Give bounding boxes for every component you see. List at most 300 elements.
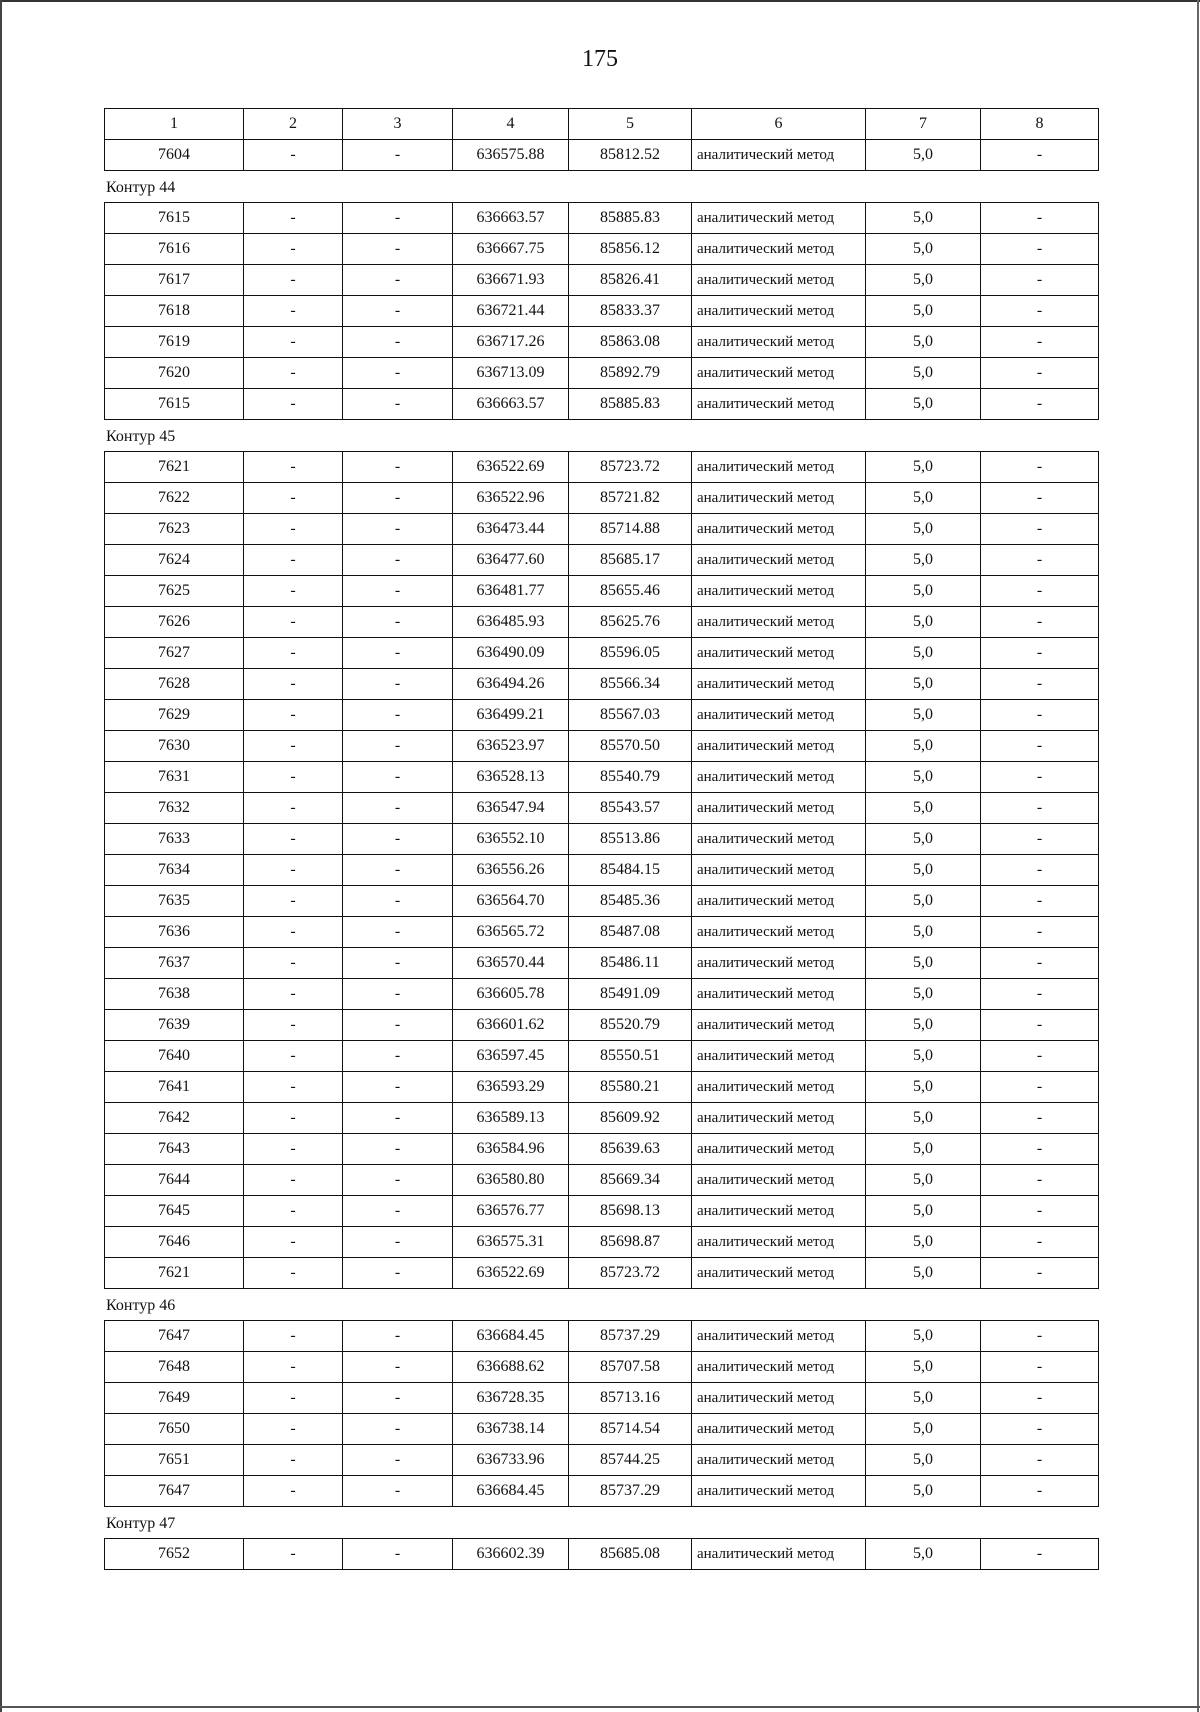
col-1-cell: 7615 xyxy=(105,389,244,420)
col-1-cell: 7617 xyxy=(105,265,244,296)
col-7-cell: 5,0 xyxy=(866,1321,981,1352)
contour-table xyxy=(104,1538,1099,1570)
col-4-cell: 636523.97 xyxy=(453,731,569,762)
col-1-cell: 7626 xyxy=(105,607,244,638)
col-6-cell: аналитический метод xyxy=(692,1445,866,1476)
col-4-cell: 636575.88 xyxy=(453,140,569,171)
col-2-cell: - xyxy=(244,452,343,483)
page-frame-bottom xyxy=(0,1706,1200,1708)
col-5-cell: 85570.50 xyxy=(569,731,692,762)
col-3-cell: - xyxy=(343,607,453,638)
col-1-cell: 7647 xyxy=(105,1476,244,1507)
col-6-cell: аналитический метод xyxy=(692,700,866,731)
col-5-cell: 85685.08 xyxy=(569,1539,692,1570)
col-3-cell: - xyxy=(343,358,453,389)
col-1-cell: 7616 xyxy=(105,234,244,265)
col-2-cell: - xyxy=(244,824,343,855)
col-2-cell: - xyxy=(244,979,343,1010)
col-2-cell: - xyxy=(244,1134,343,1165)
col-7-cell: 5,0 xyxy=(866,452,981,483)
col-2-cell: - xyxy=(244,296,343,327)
col-4-cell: 636494.26 xyxy=(453,669,569,700)
col-4-cell: 636485.93 xyxy=(453,607,569,638)
col-8-cell: - xyxy=(981,1414,1099,1445)
col-5-cell: 85486.11 xyxy=(569,948,692,979)
col-4-cell: 636570.44 xyxy=(453,948,569,979)
col-4-cell: 636565.72 xyxy=(453,917,569,948)
col-8-cell: - xyxy=(981,793,1099,824)
col-8-cell: - xyxy=(981,669,1099,700)
col-3-cell: - xyxy=(343,327,453,358)
col-5-cell: 85737.29 xyxy=(569,1476,692,1507)
col-5-cell: 85714.88 xyxy=(569,514,692,545)
col-5-cell: 85826.41 xyxy=(569,265,692,296)
col-3-cell: - xyxy=(343,731,453,762)
table-row xyxy=(105,1445,1099,1476)
col-8-cell: - xyxy=(981,234,1099,265)
col-1-cell: 7625 xyxy=(105,576,244,607)
col-3-cell: - xyxy=(343,483,453,514)
col-2-cell: - xyxy=(244,483,343,514)
col-6-cell: аналитический метод xyxy=(692,1134,866,1165)
col-4-cell: 636473.44 xyxy=(453,514,569,545)
table-row xyxy=(105,1134,1099,1165)
col-7-cell: 5,0 xyxy=(866,1072,981,1103)
col-1-cell: 7644 xyxy=(105,1165,244,1196)
col-5-cell: 85698.87 xyxy=(569,1227,692,1258)
col-1-cell: 7633 xyxy=(105,824,244,855)
col-3-cell: - xyxy=(343,886,453,917)
col-2-cell: - xyxy=(244,948,343,979)
table-row xyxy=(105,203,1099,234)
col-8-cell: - xyxy=(981,1476,1099,1507)
col-7-cell: 5,0 xyxy=(866,1445,981,1476)
col-3-cell: - xyxy=(343,1072,453,1103)
col-7-cell: 5,0 xyxy=(866,979,981,1010)
col-2-cell: - xyxy=(244,1383,343,1414)
col-3-cell: - xyxy=(343,576,453,607)
table-row xyxy=(105,234,1099,265)
table-row xyxy=(105,731,1099,762)
col-4-cell: 636490.09 xyxy=(453,638,569,669)
col-3-cell: - xyxy=(343,296,453,327)
col-8-cell: - xyxy=(981,1196,1099,1227)
col-1-cell: 7604 xyxy=(105,140,244,171)
table-row xyxy=(105,514,1099,545)
col-5-cell: 85543.57 xyxy=(569,793,692,824)
col-5-cell: 85892.79 xyxy=(569,358,692,389)
col-7-cell: 5,0 xyxy=(866,1196,981,1227)
col-8-cell: - xyxy=(981,327,1099,358)
col-8-cell: - xyxy=(981,1072,1099,1103)
col-3-cell: - xyxy=(343,793,453,824)
col-7-cell: 5,0 xyxy=(866,296,981,327)
col-1-cell: 7621 xyxy=(105,452,244,483)
col-8-cell: - xyxy=(981,358,1099,389)
col-2-cell: - xyxy=(244,1539,343,1570)
col-4-cell: 636713.09 xyxy=(453,358,569,389)
col-8-cell: - xyxy=(981,1227,1099,1258)
col-1-cell: 7628 xyxy=(105,669,244,700)
col-5-cell: 85737.29 xyxy=(569,1321,692,1352)
col-2-cell: 2 xyxy=(244,109,343,140)
page-frame-left xyxy=(0,0,2,1712)
col-3-cell: - xyxy=(343,1414,453,1445)
col-3-cell: - xyxy=(343,265,453,296)
col-1-cell: 7619 xyxy=(105,327,244,358)
col-5-cell: 85520.79 xyxy=(569,1010,692,1041)
col-4-cell: 636522.69 xyxy=(453,452,569,483)
table-row xyxy=(105,669,1099,700)
table-row xyxy=(105,576,1099,607)
col-8-cell: - xyxy=(981,948,1099,979)
col-1-cell: 7649 xyxy=(105,1383,244,1414)
col-6-cell: аналитический метод xyxy=(692,1539,866,1570)
col-6-cell: аналитический метод xyxy=(692,824,866,855)
col-2-cell: - xyxy=(244,669,343,700)
col-1-cell: 7650 xyxy=(105,1414,244,1445)
col-6-cell: 6 xyxy=(692,109,866,140)
col-8-cell: - xyxy=(981,1258,1099,1289)
col-4-cell: 636593.29 xyxy=(453,1072,569,1103)
table-row xyxy=(105,140,1099,171)
table-row xyxy=(105,855,1099,886)
col-8-cell: - xyxy=(981,1165,1099,1196)
col-5-cell: 85487.08 xyxy=(569,917,692,948)
table-row xyxy=(105,1321,1099,1352)
col-4-cell: 636481.77 xyxy=(453,576,569,607)
col-2-cell: - xyxy=(244,203,343,234)
col-4-cell: 4 xyxy=(453,109,569,140)
col-5-cell: 85863.08 xyxy=(569,327,692,358)
page-frame-top xyxy=(0,0,1200,2)
col-4-cell: 636597.45 xyxy=(453,1041,569,1072)
col-6-cell: аналитический метод xyxy=(692,1321,866,1352)
col-5-cell: 85669.34 xyxy=(569,1165,692,1196)
col-6-cell: аналитический метод xyxy=(692,1072,866,1103)
col-4-cell: 636684.45 xyxy=(453,1476,569,1507)
col-2-cell: - xyxy=(244,1227,343,1258)
col-7-cell: 5,0 xyxy=(866,576,981,607)
col-3-cell: - xyxy=(343,1383,453,1414)
col-5-cell: 85698.13 xyxy=(569,1196,692,1227)
col-1-cell: 7631 xyxy=(105,762,244,793)
table-row xyxy=(105,545,1099,576)
col-2-cell: - xyxy=(244,1072,343,1103)
col-1-cell: 7627 xyxy=(105,638,244,669)
col-4-cell: 636663.57 xyxy=(453,203,569,234)
col-3-cell: - xyxy=(343,1258,453,1289)
col-5-cell: 85723.72 xyxy=(569,1258,692,1289)
col-5-cell: 85580.21 xyxy=(569,1072,692,1103)
col-3-cell: - xyxy=(343,979,453,1010)
col-8-cell: - xyxy=(981,1539,1099,1570)
col-1-cell: 7621 xyxy=(105,1258,244,1289)
table-row xyxy=(105,327,1099,358)
col-2-cell: - xyxy=(244,358,343,389)
col-2-cell: - xyxy=(244,1445,343,1476)
table-row xyxy=(105,389,1099,420)
contour-title: Контур 46 xyxy=(106,1297,176,1314)
col-8-cell: - xyxy=(981,824,1099,855)
col-4-cell: 636733.96 xyxy=(453,1445,569,1476)
col-6-cell: аналитический метод xyxy=(692,731,866,762)
table-row xyxy=(105,979,1099,1010)
col-2-cell: - xyxy=(244,1196,343,1227)
col-6-cell: аналитический метод xyxy=(692,203,866,234)
col-8-cell: - xyxy=(981,140,1099,171)
col-8-cell: - xyxy=(981,700,1099,731)
col-3-cell: - xyxy=(343,1103,453,1134)
col-1-cell: 7635 xyxy=(105,886,244,917)
col-5-cell: 5 xyxy=(569,109,692,140)
col-5-cell: 85484.15 xyxy=(569,855,692,886)
col-4-cell: 636580.80 xyxy=(453,1165,569,1196)
col-8-cell: - xyxy=(981,1321,1099,1352)
col-8-cell: - xyxy=(981,762,1099,793)
col-3-cell: - xyxy=(343,1196,453,1227)
col-1-cell: 7638 xyxy=(105,979,244,1010)
col-3-cell: - xyxy=(343,1010,453,1041)
col-3-cell: - xyxy=(343,1445,453,1476)
col-8-cell: - xyxy=(981,855,1099,886)
col-4-cell: 636552.10 xyxy=(453,824,569,855)
col-7-cell: 5,0 xyxy=(866,824,981,855)
col-5-cell: 85639.63 xyxy=(569,1134,692,1165)
col-6-cell: аналитический метод xyxy=(692,327,866,358)
col-7-cell: 5,0 xyxy=(866,234,981,265)
col-1-cell: 7615 xyxy=(105,203,244,234)
col-2-cell: - xyxy=(244,855,343,886)
table-row xyxy=(105,824,1099,855)
col-1-cell: 7630 xyxy=(105,731,244,762)
col-7-cell: 5,0 xyxy=(866,1539,981,1570)
col-8-cell: - xyxy=(981,1103,1099,1134)
table-row xyxy=(105,296,1099,327)
col-4-cell: 636667.75 xyxy=(453,234,569,265)
col-7-cell: 5,0 xyxy=(866,793,981,824)
col-7-cell: 5,0 xyxy=(866,1165,981,1196)
col-6-cell: аналитический метод xyxy=(692,979,866,1010)
contour-table xyxy=(104,202,1099,420)
table-row xyxy=(105,886,1099,917)
table-row xyxy=(105,1165,1099,1196)
col-7-cell: 5,0 xyxy=(866,638,981,669)
col-2-cell: - xyxy=(244,1321,343,1352)
col-6-cell: аналитический метод xyxy=(692,638,866,669)
col-3-cell: - xyxy=(343,669,453,700)
contour-title: Контур 44 xyxy=(106,179,176,196)
col-8-cell: - xyxy=(981,979,1099,1010)
col-7-cell: 5,0 xyxy=(866,669,981,700)
col-7-cell: 7 xyxy=(866,109,981,140)
col-4-cell: 636728.35 xyxy=(453,1383,569,1414)
contour-table xyxy=(104,1320,1099,1507)
page-frame-right xyxy=(1197,0,1199,1712)
col-7-cell: 5,0 xyxy=(866,265,981,296)
table-row xyxy=(105,1258,1099,1289)
col-4-cell: 636589.13 xyxy=(453,1103,569,1134)
col-8-cell: - xyxy=(981,638,1099,669)
col-6-cell: аналитический метод xyxy=(692,1227,866,1258)
col-5-cell: 85513.86 xyxy=(569,824,692,855)
col-1-cell: 7632 xyxy=(105,793,244,824)
col-2-cell: - xyxy=(244,886,343,917)
col-5-cell: 85885.83 xyxy=(569,389,692,420)
col-3-cell: - xyxy=(343,1352,453,1383)
col-3-cell: 3 xyxy=(343,109,453,140)
col-4-cell: 636717.26 xyxy=(453,327,569,358)
col-3-cell: - xyxy=(343,1321,453,1352)
col-7-cell: 5,0 xyxy=(866,1383,981,1414)
col-5-cell: 85491.09 xyxy=(569,979,692,1010)
col-1-cell: 7629 xyxy=(105,700,244,731)
col-7-cell: 5,0 xyxy=(866,886,981,917)
col-3-cell: - xyxy=(343,917,453,948)
col-5-cell: 85856.12 xyxy=(569,234,692,265)
col-2-cell: - xyxy=(244,140,343,171)
col-6-cell: аналитический метод xyxy=(692,140,866,171)
col-5-cell: 85566.34 xyxy=(569,669,692,700)
table-row xyxy=(105,1010,1099,1041)
col-3-cell: - xyxy=(343,234,453,265)
col-5-cell: 85540.79 xyxy=(569,762,692,793)
col-6-cell: аналитический метод xyxy=(692,296,866,327)
col-3-cell: - xyxy=(343,1539,453,1570)
col-8-cell: - xyxy=(981,1010,1099,1041)
col-8-cell: - xyxy=(981,203,1099,234)
col-1-cell: 7651 xyxy=(105,1445,244,1476)
col-8-cell: - xyxy=(981,483,1099,514)
col-2-cell: - xyxy=(244,793,343,824)
col-3-cell: - xyxy=(343,1165,453,1196)
col-6-cell: аналитический метод xyxy=(692,1041,866,1072)
col-6-cell: аналитический метод xyxy=(692,607,866,638)
col-2-cell: - xyxy=(244,576,343,607)
table-row xyxy=(105,917,1099,948)
table-row xyxy=(105,1383,1099,1414)
col-3-cell: - xyxy=(343,1476,453,1507)
col-8-cell: - xyxy=(981,265,1099,296)
contour-table xyxy=(104,451,1099,1289)
table-row xyxy=(105,483,1099,514)
col-1-cell: 7637 xyxy=(105,948,244,979)
col-1-cell: 7646 xyxy=(105,1227,244,1258)
col-8-cell: 8 xyxy=(981,109,1099,140)
col-8-cell: - xyxy=(981,576,1099,607)
col-7-cell: 5,0 xyxy=(866,1258,981,1289)
col-5-cell: 85812.52 xyxy=(569,140,692,171)
col-1-cell: 7618 xyxy=(105,296,244,327)
col-8-cell: - xyxy=(981,1041,1099,1072)
col-7-cell: 5,0 xyxy=(866,1227,981,1258)
col-3-cell: - xyxy=(343,1041,453,1072)
col-7-cell: 5,0 xyxy=(866,917,981,948)
col-7-cell: 5,0 xyxy=(866,514,981,545)
col-7-cell: 5,0 xyxy=(866,1041,981,1072)
col-3-cell: - xyxy=(343,545,453,576)
col-5-cell: 85885.83 xyxy=(569,203,692,234)
col-1-cell: 7648 xyxy=(105,1352,244,1383)
col-1-cell: 7652 xyxy=(105,1539,244,1570)
col-1-cell: 7622 xyxy=(105,483,244,514)
col-1-cell: 7647 xyxy=(105,1321,244,1352)
col-7-cell: 5,0 xyxy=(866,1134,981,1165)
col-7-cell: 5,0 xyxy=(866,1352,981,1383)
col-1-cell: 7634 xyxy=(105,855,244,886)
col-8-cell: - xyxy=(981,1134,1099,1165)
col-4-cell: 636499.21 xyxy=(453,700,569,731)
col-4-cell: 636688.62 xyxy=(453,1352,569,1383)
col-5-cell: 85485.36 xyxy=(569,886,692,917)
col-3-cell: - xyxy=(343,762,453,793)
col-7-cell: 5,0 xyxy=(866,483,981,514)
table-row xyxy=(105,1414,1099,1445)
col-2-cell: - xyxy=(244,545,343,576)
col-5-cell: 85685.17 xyxy=(569,545,692,576)
col-5-cell: 85744.25 xyxy=(569,1445,692,1476)
table-row xyxy=(105,265,1099,296)
col-7-cell: 5,0 xyxy=(866,1103,981,1134)
header-row xyxy=(105,109,1099,140)
col-6-cell: аналитический метод xyxy=(692,452,866,483)
col-6-cell: аналитический метод xyxy=(692,762,866,793)
table-row xyxy=(105,1352,1099,1383)
col-7-cell: 5,0 xyxy=(866,731,981,762)
table-row xyxy=(105,358,1099,389)
col-4-cell: 636605.78 xyxy=(453,979,569,1010)
col-4-cell: 636671.93 xyxy=(453,265,569,296)
col-2-cell: - xyxy=(244,265,343,296)
col-7-cell: 5,0 xyxy=(866,762,981,793)
col-5-cell: 85713.16 xyxy=(569,1383,692,1414)
col-6-cell: аналитический метод xyxy=(692,1165,866,1196)
table-row xyxy=(105,793,1099,824)
col-2-cell: - xyxy=(244,234,343,265)
col-5-cell: 85609.92 xyxy=(569,1103,692,1134)
col-2-cell: - xyxy=(244,1165,343,1196)
table-row xyxy=(105,1196,1099,1227)
table-row xyxy=(105,1227,1099,1258)
col-7-cell: 5,0 xyxy=(866,389,981,420)
col-8-cell: - xyxy=(981,607,1099,638)
col-6-cell: аналитический метод xyxy=(692,576,866,607)
table-row xyxy=(105,638,1099,669)
col-2-cell: - xyxy=(244,731,343,762)
page-number: 175 xyxy=(582,46,618,72)
col-5-cell: 85567.03 xyxy=(569,700,692,731)
col-2-cell: - xyxy=(244,327,343,358)
col-7-cell: 5,0 xyxy=(866,1476,981,1507)
col-2-cell: - xyxy=(244,917,343,948)
col-8-cell: - xyxy=(981,1352,1099,1383)
col-1-cell: 7643 xyxy=(105,1134,244,1165)
col-3-cell: - xyxy=(343,452,453,483)
col-2-cell: - xyxy=(244,607,343,638)
col-6-cell: аналитический метод xyxy=(692,855,866,886)
col-4-cell: 636556.26 xyxy=(453,855,569,886)
table-row xyxy=(105,700,1099,731)
col-3-cell: - xyxy=(343,140,453,171)
col-6-cell: аналитический метод xyxy=(692,1476,866,1507)
col-5-cell: 85723.72 xyxy=(569,452,692,483)
col-1-cell: 7641 xyxy=(105,1072,244,1103)
col-7-cell: 5,0 xyxy=(866,855,981,886)
col-4-cell: 636584.96 xyxy=(453,1134,569,1165)
col-6-cell: аналитический метод xyxy=(692,886,866,917)
contour-title: Контур 47 xyxy=(106,1515,176,1532)
col-8-cell: - xyxy=(981,389,1099,420)
